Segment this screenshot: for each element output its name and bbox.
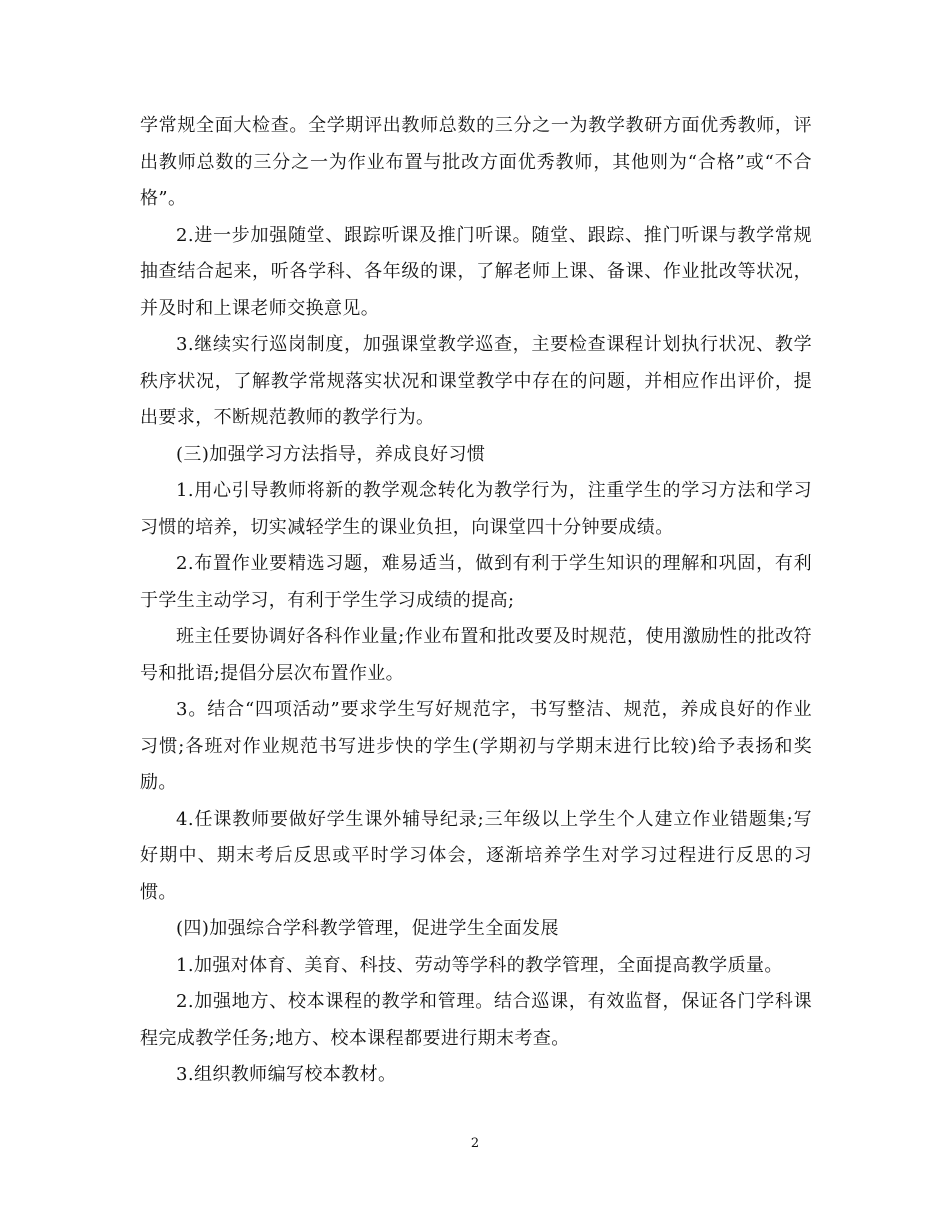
paragraph-2: 2.进一步加强随堂、跟踪听课及推门听课。随堂、跟踪、推门听课与教学常规抽查结合起来，听各学科、各年级的课，了解老师上课、备课、作业批改等状况，并及时和上课老师交换意见。 xyxy=(140,224,812,319)
paragraph-1: 学常规全面大检查。全学期评出教师总数的三分之一为教学教研方面优秀教师，评出教师总数的三分之一为作业布置与批改方面优秀教师，其他则为“合格”或“不合格”。 xyxy=(140,115,812,209)
paragraph-8: 3。结合“四项活动”要求学生写好规范字，书写整洁、规范，养成良好的作业习惯;各班对作业规范书写进步快的学生(学期初与学期末进行比较)给予表扬和奖励。 xyxy=(140,699,812,793)
paragraph-13: 3.组织教师编写校本教材。 xyxy=(176,1064,397,1085)
paragraph-5: 1.用心引导教师将新的教学观念转化为教学行为，注重学生的学习方法和学习习惯的培养，切实减轻学生的课业负担，向课堂四十分钟要成绩。 xyxy=(140,480,812,538)
paragraph-9: 4.任课教师要做好学生课外辅导纪录;三年级以上学生个人建立作业错题集;写好期中、期末考后反思或平时学习体会，逐渐培养学生对学习过程进行反思的习惯。 xyxy=(140,808,812,903)
paragraph-12: 2.加强地方、校本课程的教学和管理。结合巡课，有效监督，保证各门学科课程完成教学任务;地方、校本课程都要进行期末考查。 xyxy=(140,991,812,1049)
section-heading-3: (三)加强学习方法指导，养成良好习惯 xyxy=(176,443,486,465)
document-body xyxy=(140,108,812,1094)
paragraph-7: 班主任要协调好各科作业量;作业布置和批改要及时规范，使用激励性的批改符号和批语;提倡分层次布置作业。 xyxy=(140,626,812,684)
section-heading-4: (四)加强综合学科教学管理，促进学生全面发展 xyxy=(176,918,559,939)
paragraph-3: 3.继续实行巡岗制度，加强课堂教学巡查，主要检查课程计划执行状况、教学秩序状况，了解教学常规落实状况和课堂教学中存在的问题，并相应作出评价，提出要求，不断规范教师的教学行为。 xyxy=(140,334,812,428)
page-number: 2 xyxy=(470,1136,480,1151)
paragraph-6: 2.布置作业要精选习题，难易适当，做到有利于学生知识的理解和巩固，有利于学生主动学习，有利于学生学习成绩的提高; xyxy=(140,553,812,611)
paragraph-11: 1.加强对体育、美育、科技、劳动等学科的教学管理，全面提高教学质量。 xyxy=(176,954,783,976)
